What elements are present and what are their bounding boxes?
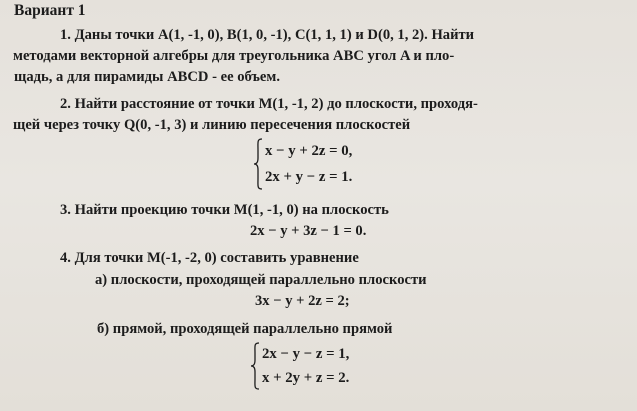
variant-title: Вариант 1 [14, 2, 86, 19]
problem-4-equation-1: 2x − y − z = 1, [262, 346, 350, 362]
problem-4-equation-2: x + 2y + z = 2. [262, 370, 350, 386]
problem-4-plane-equation: 3x − y + 2z = 2; [255, 293, 350, 309]
problem-4-equation-system [250, 342, 349, 390]
problem-3-plane-equation: 2x − y + 3z − 1 = 0. [250, 223, 367, 239]
problem-1-line-1: 1. Даны точки A(1, -1, 0), B(1, 0, -1), C(1, 1, 1) и D(0, 1, 2). Найти [60, 27, 475, 43]
problem-4-part-a: а) плоскости, проходящей параллельно плоскости [95, 272, 427, 288]
problem-3-line-1: 3. Найти проекцию точки M(1, -1, 0) на плоскость [60, 202, 389, 218]
problem-1-line-3: щадь, а для пирамиды ABCD - ее объем. [14, 69, 280, 85]
problem-1-line-2: методами векторной алгебры для треугольника ABC угол A и пло- [13, 48, 455, 64]
problem-2-line-1: 2. Найти расстояние от точки M(1, -1, 2) до плоскости, проходя- [60, 96, 478, 112]
problem-2-equation-1: x − y + 2z = 0, [265, 143, 353, 159]
problem-2-equation-2: 2x + y − z = 1. [265, 169, 353, 185]
problem-2-equation-system [253, 138, 352, 190]
problem-2-line-2: щей через точку Q(0, -1, 3) и линию пересечения плоскостей [13, 117, 411, 133]
left-brace-icon [253, 138, 263, 190]
problem-4-line-1: 4. Для точки M(-1, -2, 0) составить уравнение [60, 250, 359, 266]
left-brace-icon [250, 342, 260, 390]
problem-4-part-b: б) прямой, проходящей параллельно прямой [97, 321, 393, 337]
